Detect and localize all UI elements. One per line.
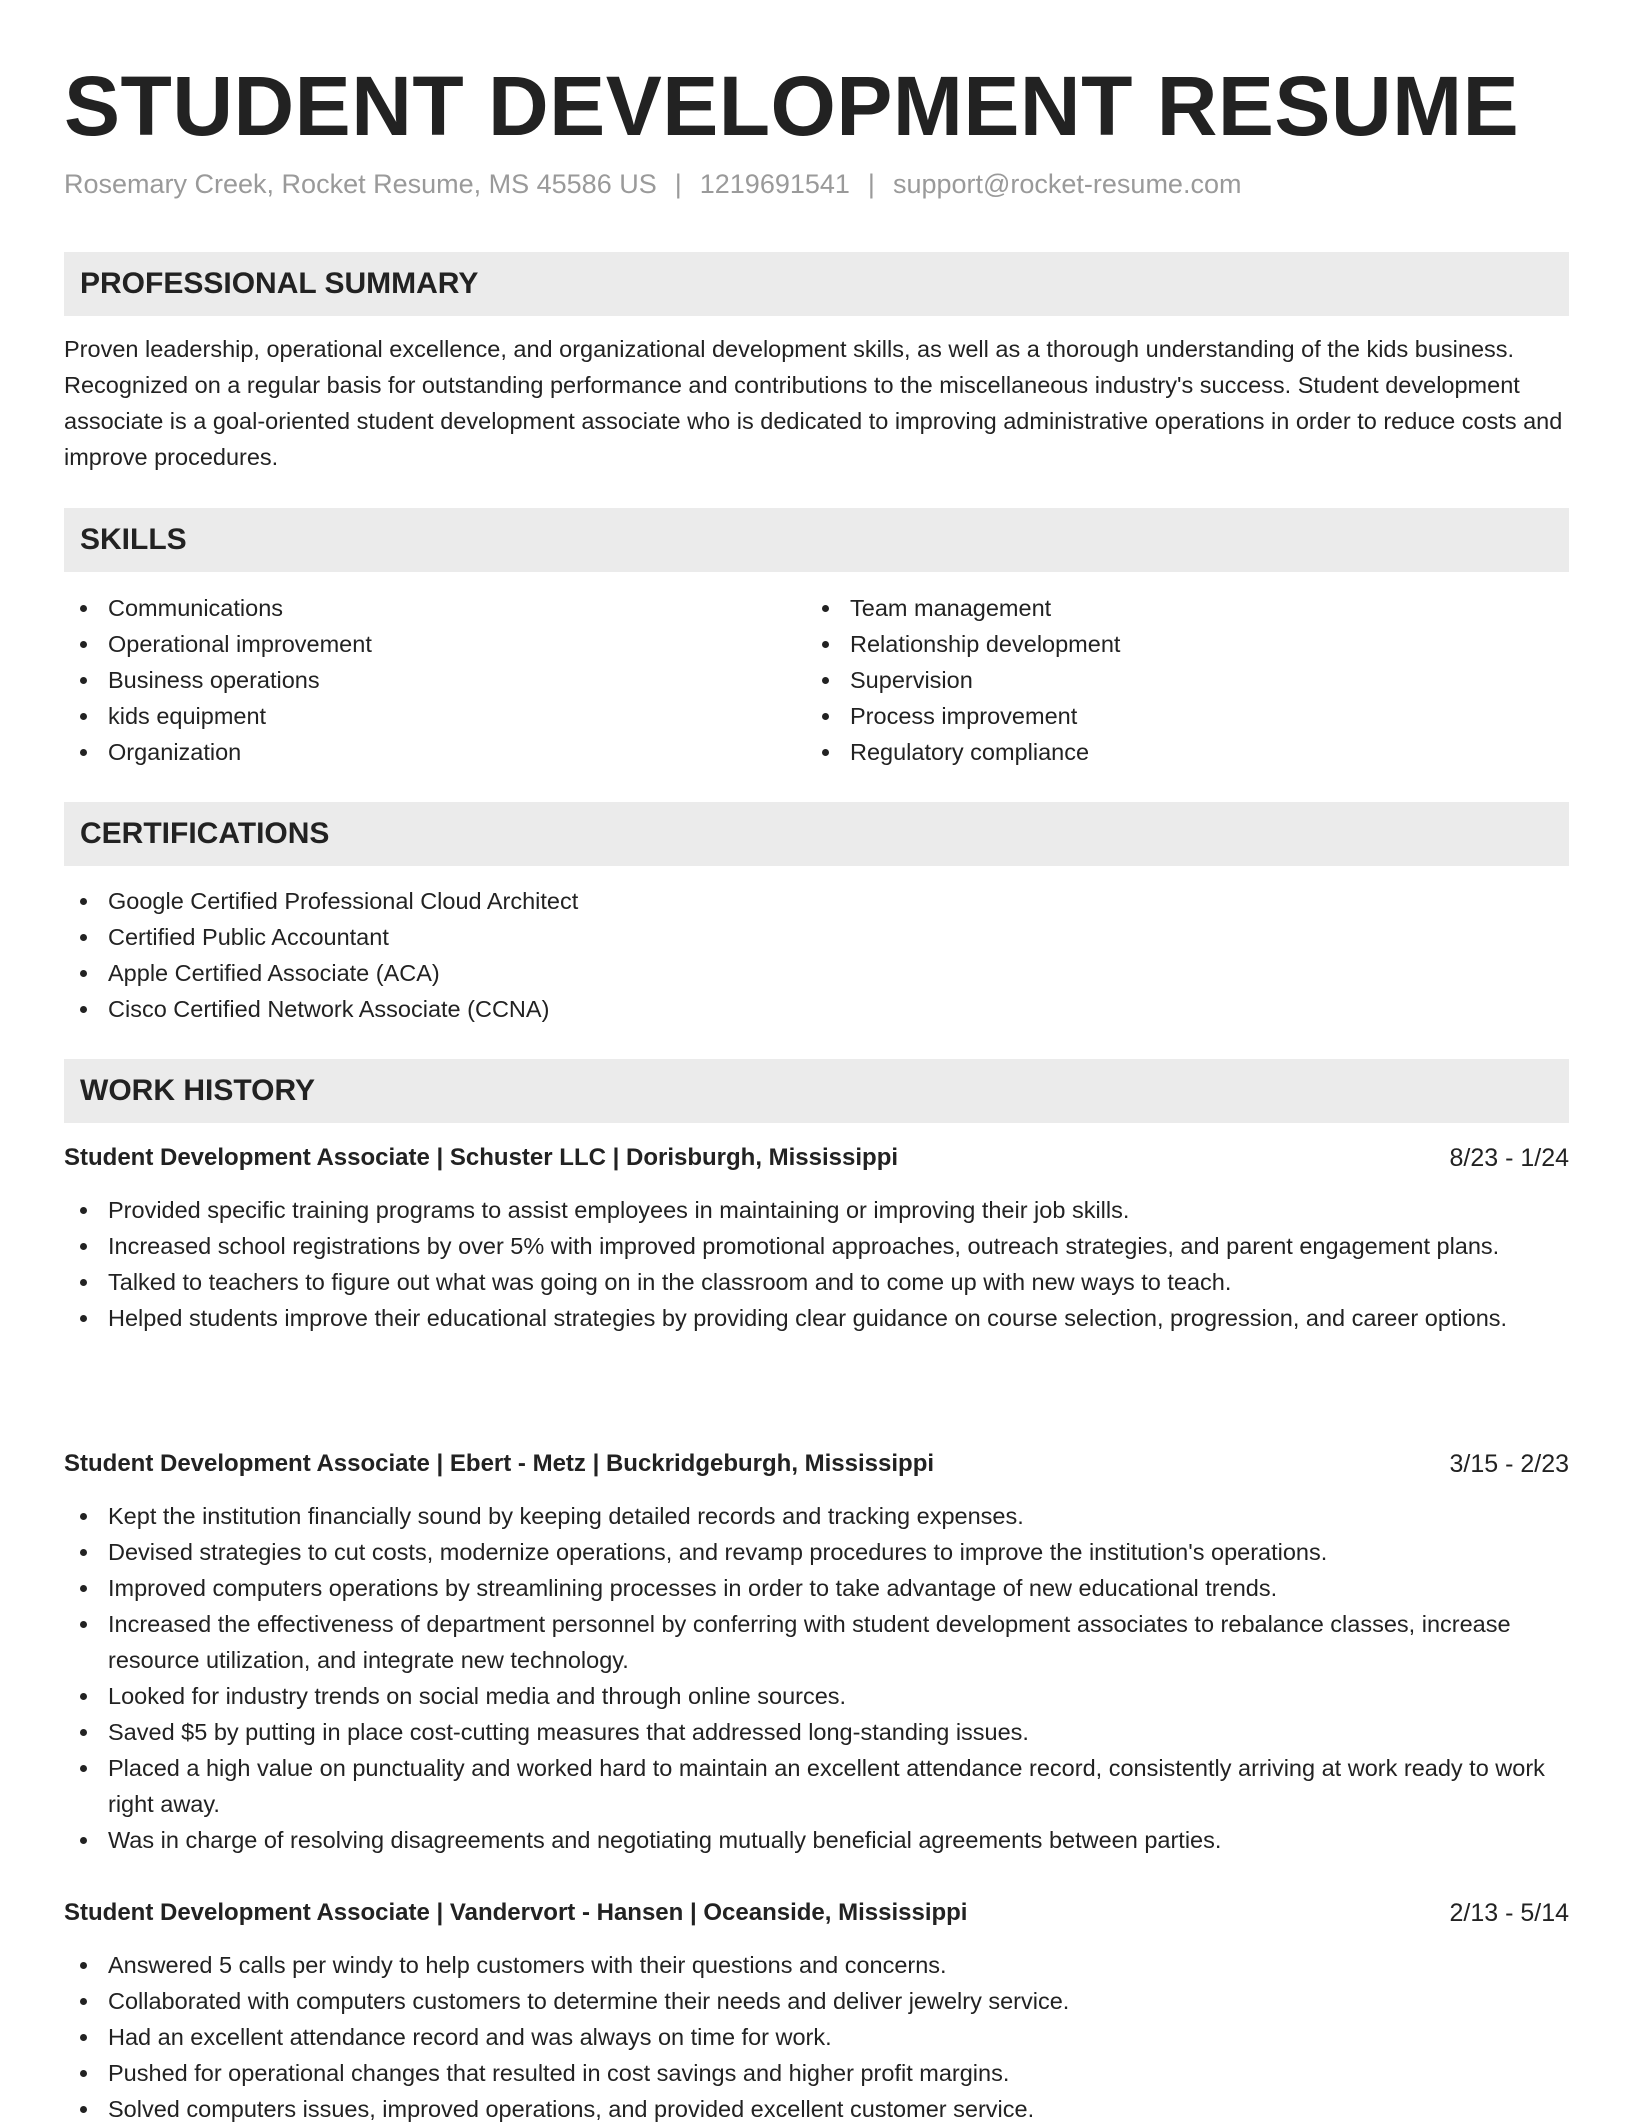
list-item: Certified Public Accountant bbox=[64, 919, 1569, 955]
resume-title: STUDENT DEVELOPMENT RESUME bbox=[64, 59, 1520, 153]
list-item: Supervision bbox=[806, 662, 1506, 698]
list-item: Increased the effectiveness of department personnel by conferring with student development associates to rebalance classes, increase resource utilization, and integrate new technology. bbox=[64, 1606, 1569, 1678]
job-entry bbox=[64, 1140, 1569, 1336]
job-dates: 3/15 - 2/23 bbox=[1449, 1450, 1569, 1478]
list-item: Team management bbox=[806, 590, 1506, 626]
job-title: Student Development Associate | Ebert - Metz | Buckridgeburgh, Mississippi bbox=[64, 1450, 935, 1477]
job-header bbox=[64, 1895, 1569, 1931]
contact-phone: 1219691541 bbox=[699, 169, 850, 199]
list-item: Saved $5 by putting in place cost-cutting measures that addressed long-standing issues. bbox=[64, 1714, 1569, 1750]
list-item: Cisco Certified Network Associate (CCNA) bbox=[64, 991, 1569, 1027]
job-header bbox=[64, 1446, 1569, 1482]
list-item: Business operations bbox=[64, 662, 764, 698]
job-entry bbox=[64, 1895, 1569, 2127]
list-item: Kept the institution financially sound by keeping detailed records and tracking expenses. bbox=[64, 1498, 1569, 1534]
job-entry bbox=[64, 1446, 1569, 1858]
list-item: Increased school registrations by over 5% with improved promotional approaches, outreach strategies, and parent engagement plans. bbox=[64, 1228, 1569, 1264]
list-item: Process improvement bbox=[806, 698, 1506, 734]
job-title: Student Development Associate | Schuster LLC | Dorisburgh, Mississippi bbox=[64, 1144, 899, 1171]
contact-line bbox=[64, 166, 1241, 202]
skills-column-left bbox=[64, 590, 764, 770]
contact-email: support@rocket-resume.com bbox=[892, 169, 1242, 199]
skills-column-right bbox=[806, 590, 1506, 770]
list-item: Helped students improve their educational strategies by providing clear guidance on course selection, progression, and career options. bbox=[64, 1300, 1569, 1336]
section-heading-summary: PROFESSIONAL SUMMARY bbox=[64, 252, 1569, 316]
summary-text: Proven leadership, operational excellence, and organizational development skills, as well as a thorough understanding of the kids business. Recognized on a regular basis for outstanding performance and contributions to the miscellaneous industry's success. Student development associate is a goal-oriented student development associate who is dedicated to improving administrative operations in order to reduce costs and improve procedures. bbox=[64, 336, 1563, 470]
section-heading-certifications: CERTIFICATIONS bbox=[64, 802, 1569, 866]
list-item: Operational improvement bbox=[64, 626, 764, 662]
list-item: Answered 5 calls per windy to help customers with their questions and concerns. bbox=[64, 1947, 1569, 1983]
list-item: Improved computers operations by streamlining processes in order to take advantage of new educational trends. bbox=[64, 1570, 1569, 1606]
job-dates: 2/13 - 5/14 bbox=[1449, 1899, 1569, 1927]
list-item: Communications bbox=[64, 590, 764, 626]
list-item: Google Certified Professional Cloud Architect bbox=[64, 883, 1569, 919]
list-item: Pushed for operational changes that resulted in cost savings and higher profit margins. bbox=[64, 2055, 1569, 2091]
job-title: Student Development Associate | Vandervort - Hansen | Oceanside, Mississippi bbox=[64, 1899, 968, 1926]
skills-list-left bbox=[64, 590, 764, 770]
skills-list-right bbox=[806, 590, 1506, 770]
list-item: Was in charge of resolving disagreements and negotiating mutually beneficial agreements between parties. bbox=[64, 1822, 1569, 1858]
list-item: Regulatory compliance bbox=[806, 734, 1506, 770]
list-item: Provided specific training programs to assist employees in maintaining or improving their job skills. bbox=[64, 1192, 1569, 1228]
contact-address: Rosemary Creek, Rocket Resume, MS 45586 US bbox=[64, 169, 657, 199]
certifications-list-wrap bbox=[64, 883, 1569, 1027]
list-item: Devised strategies to cut costs, modernize operations, and revamp procedures to improve the institution's operations. bbox=[64, 1534, 1569, 1570]
list-item: Solved computers issues, improved operations, and provided excellent customer service. bbox=[64, 2091, 1569, 2127]
job-dates: 8/23 - 1/24 bbox=[1449, 1144, 1569, 1172]
list-item: Organization bbox=[64, 734, 764, 770]
section-heading-work-history: WORK HISTORY bbox=[64, 1059, 1569, 1123]
list-item: Relationship development bbox=[806, 626, 1506, 662]
job-bullets bbox=[64, 1947, 1569, 2127]
job-bullets bbox=[64, 1192, 1569, 1336]
section-heading-skills: SKILLS bbox=[64, 508, 1569, 572]
list-item: Collaborated with computers customers to determine their needs and deliver jewelry service. bbox=[64, 1983, 1569, 2019]
certifications-list bbox=[64, 883, 1569, 1027]
list-item: Talked to teachers to figure out what was going on in the classroom and to come up with new ways to teach. bbox=[64, 1264, 1569, 1300]
list-item: Placed a high value on punctuality and worked hard to maintain an excellent attendance record, consistently arriving at work ready to work right away. bbox=[64, 1750, 1569, 1822]
contact-separator: | bbox=[867, 169, 875, 199]
list-item: Looked for industry trends on social media and through online sources. bbox=[64, 1678, 1569, 1714]
job-bullets bbox=[64, 1498, 1569, 1858]
job-header bbox=[64, 1140, 1569, 1176]
contact-separator: | bbox=[674, 169, 682, 199]
list-item: Apple Certified Associate (ACA) bbox=[64, 955, 1569, 991]
list-item: Had an excellent attendance record and was always on time for work. bbox=[64, 2019, 1569, 2055]
list-item: kids equipment bbox=[64, 698, 764, 734]
